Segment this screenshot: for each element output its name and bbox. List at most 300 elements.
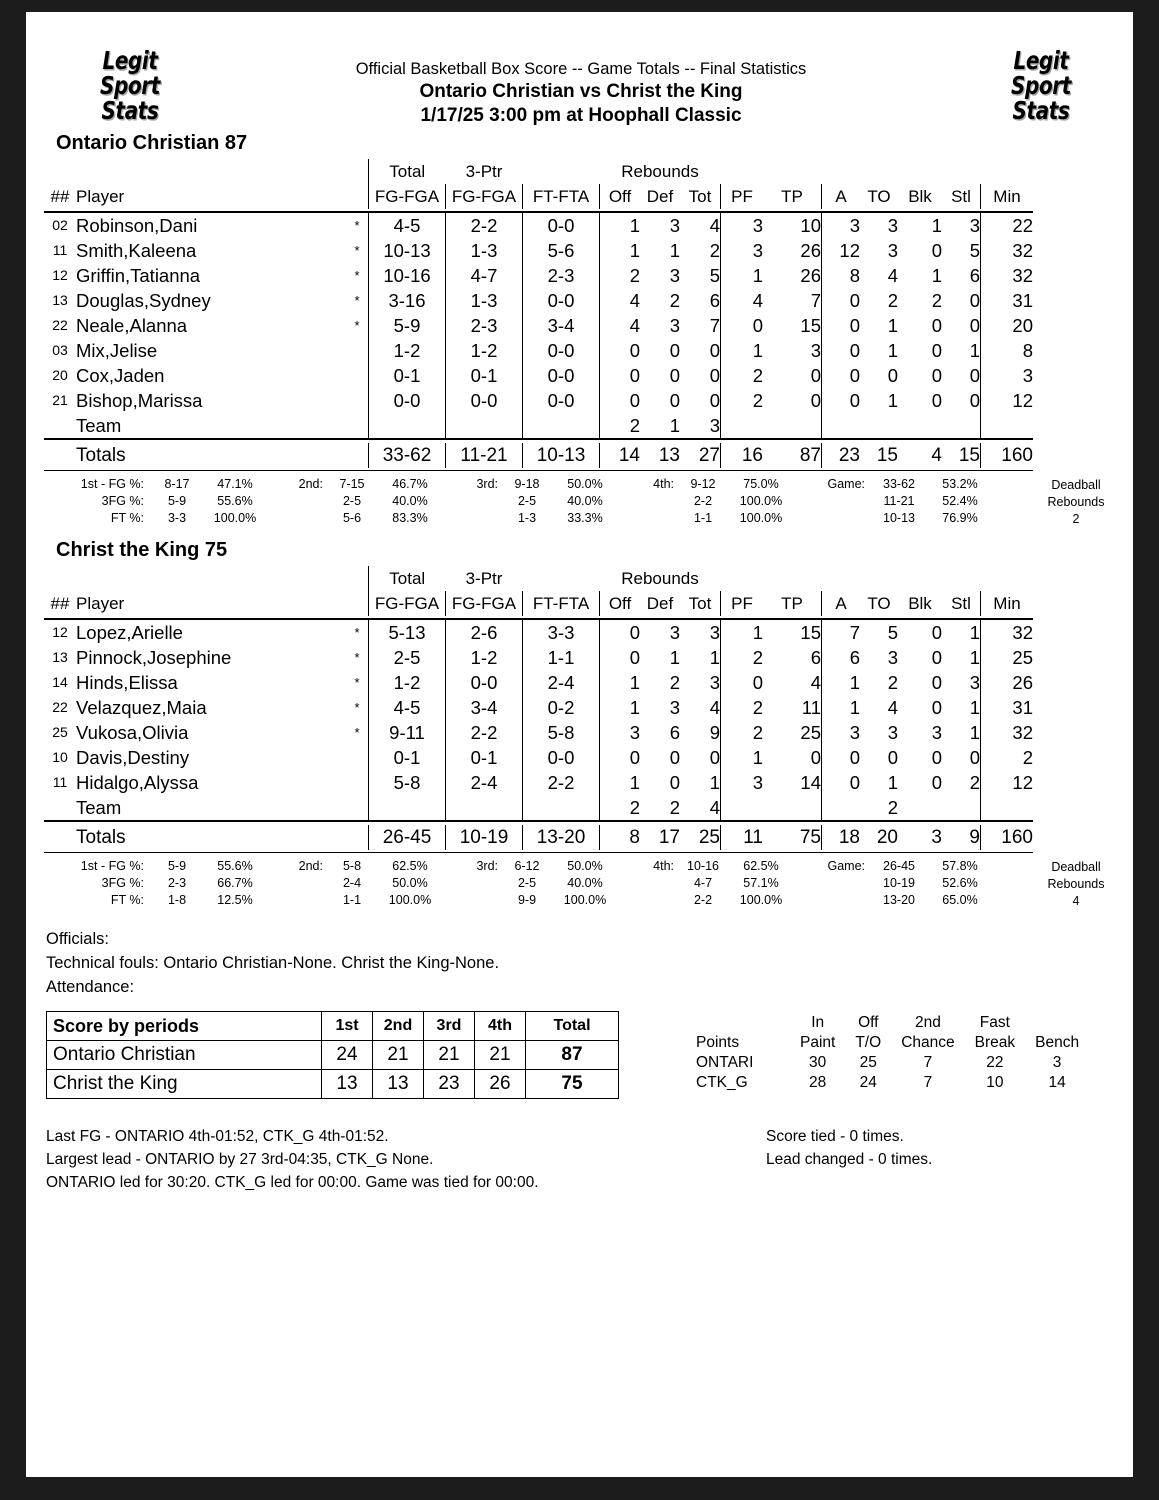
group-3ptr: 3-Ptr: [465, 162, 503, 181]
cell-blk: 0: [931, 240, 942, 261]
total-ft: 10-13: [523, 443, 600, 468]
col-blk: Blk: [908, 187, 932, 206]
cell-off: 1: [600, 670, 641, 695]
starter-marker: *: [354, 650, 360, 665]
cell-stl: 1: [969, 697, 980, 718]
pts-head-in: In: [811, 1014, 825, 1031]
cell-off: 4: [600, 313, 641, 338]
logo-line-1: Legit: [1013, 46, 1069, 75]
column-group-row: [44, 159, 1033, 184]
cell-tp: 26: [800, 240, 821, 261]
q4-fg-pct: 62.5%: [743, 859, 779, 873]
logo-line-1: Legit: [102, 46, 158, 75]
player-number: 11: [52, 774, 68, 790]
game-notes: [26, 1125, 1133, 1205]
deadball-label-2: Rebounds: [1047, 495, 1105, 509]
cell-ft: 0-0: [523, 363, 600, 388]
cell-fg: 9-11: [369, 720, 446, 745]
cell-fg: 4-5: [369, 212, 446, 238]
total-def: 17: [658, 827, 680, 848]
col-off: Off: [600, 591, 641, 616]
total-tp: 75: [799, 827, 821, 848]
q2-3fg-pct: 40.0%: [392, 494, 428, 508]
cell-tp: 0: [810, 747, 821, 768]
group-total: Total: [369, 566, 446, 591]
player-number: 12: [52, 624, 68, 640]
pts-bench: 14: [1048, 1074, 1066, 1091]
cell-tp: 25: [800, 722, 821, 743]
player-name: Lopez,Arielle: [76, 622, 183, 643]
cell-to: 1: [887, 772, 898, 793]
q3-ft-pct: 33.3%: [567, 511, 603, 525]
periods-col-4th: 4th: [475, 1012, 526, 1041]
q4-ft-pct: 100.0%: [739, 893, 783, 907]
cell-pf: 0: [721, 313, 764, 338]
q3-ft-made: 1-3: [517, 511, 537, 525]
cell-a: 3: [822, 720, 861, 745]
cell-to: 1: [887, 315, 898, 336]
player-number: 10: [52, 749, 68, 765]
deadball-value: 2: [1072, 512, 1080, 526]
player-number: 25: [52, 724, 68, 740]
starter-marker: *: [354, 293, 360, 308]
cell-tot: 3: [709, 622, 720, 643]
starter-marker: *: [354, 725, 360, 740]
game-ft-made: 13-20: [883, 893, 915, 907]
column-header-row: [44, 184, 1033, 209]
q1-ft-pct: 100.0%: [213, 511, 257, 525]
cell-off: 3: [600, 720, 641, 745]
col-fg3: FG-FGA: [446, 591, 523, 616]
page-header: [26, 12, 1133, 132]
cell-min: 31: [981, 288, 1034, 313]
pts-fast: 10: [986, 1074, 1004, 1091]
cell-fg3: 2-2: [446, 212, 523, 238]
cell-tot: 0: [709, 340, 720, 361]
pts-head-fast: Fast: [979, 1014, 1010, 1031]
total-a: 18: [822, 825, 861, 850]
cell-pf: 3: [721, 770, 764, 795]
lead-time-note: ONTARIO led for 30:20. CTK_G led for 00:00. Game was tied for 00:00.: [46, 1174, 539, 1191]
game-notes-right: [766, 1125, 932, 1171]
table-row: [44, 363, 1033, 388]
cell-pf: 1: [721, 263, 764, 288]
q2-ft-pct: 100.0%: [388, 893, 432, 907]
game-3fg-made: 10-19: [883, 876, 915, 890]
pct-label-q3: 3rd:: [476, 859, 498, 873]
pct-label-fg: 1st - FG %:: [80, 477, 144, 491]
game-fg-pct: 57.8%: [942, 859, 978, 873]
cell-fg: 10-16: [369, 263, 446, 288]
cell-tp: 0: [810, 365, 821, 386]
pct-label-3fg: 3FG %:: [101, 494, 144, 508]
total-a: 23: [822, 443, 861, 468]
col-to: TO: [867, 594, 891, 613]
game-ft-pct: 76.9%: [942, 511, 978, 525]
pct-label-q2: 2nd:: [298, 477, 323, 491]
cell-blk: 0: [931, 365, 942, 386]
cell-stl: 0: [969, 365, 980, 386]
cell-tot: 0: [709, 390, 720, 411]
cell-off: 0: [600, 645, 641, 670]
pts-fast: 22: [986, 1054, 1004, 1071]
cell-fg: 1-2: [369, 670, 446, 695]
team-heading-0: Ontario Christian 87: [56, 132, 248, 154]
cell-a: 1: [822, 695, 861, 720]
table-row: [44, 212, 1033, 238]
cell-pf: 2: [721, 720, 764, 745]
col-to: TO: [867, 187, 891, 206]
cell-off: 0: [600, 619, 641, 645]
matchup-title: Ontario Christian vs Christ the King: [419, 81, 743, 102]
q4-ft-pct: 100.0%: [739, 511, 783, 525]
cell-a: 0: [822, 338, 861, 363]
table-row: [44, 263, 1033, 288]
cell-fg: 5-13: [369, 619, 446, 645]
cell-pf: 1: [721, 619, 764, 645]
cell-fg3: 2-2: [446, 720, 523, 745]
cell-def: 0: [669, 390, 680, 411]
cell-off: 0: [600, 363, 641, 388]
total-fg: 33-62: [369, 443, 446, 468]
cell-fg: 10-13: [369, 238, 446, 263]
cell-pf: 0: [721, 670, 764, 695]
player-number: 11: [52, 242, 68, 258]
periods-col-2nd: 2nd: [373, 1012, 424, 1041]
cell-blk: 0: [931, 622, 942, 643]
q4-fg-made: 9-12: [690, 477, 716, 491]
periods-q1: 24: [322, 1041, 373, 1070]
q2-fg-made: 5-8: [342, 859, 362, 873]
periods-title: Score by periods: [47, 1012, 322, 1041]
cell-off: 1: [600, 212, 641, 238]
cell-a: 0: [822, 770, 861, 795]
q4-3fg-made: 4-7: [693, 876, 713, 890]
deadball-value: 4: [1072, 894, 1080, 908]
col-fg: FG-FGA: [369, 591, 446, 616]
col-tp: TP: [781, 594, 803, 613]
q4-fg-made: 10-16: [687, 859, 719, 873]
table-row: [44, 670, 1033, 695]
cell-blk: 0: [931, 340, 942, 361]
cell-def: 0: [669, 340, 680, 361]
cell-def: 2: [669, 672, 680, 693]
cell-off: 0: [600, 388, 641, 413]
deadball-label-1: Deadball: [1051, 478, 1101, 492]
cell-tp: 10: [800, 215, 821, 236]
cell-a: 8: [822, 263, 861, 288]
player-number: 12: [52, 267, 68, 283]
cell-pf: 3: [721, 238, 764, 263]
q3-ft-pct: 100.0%: [563, 893, 607, 907]
table-row: [44, 288, 1033, 313]
cell-stl: 3: [969, 215, 980, 236]
q3-fg-made: 6-12: [514, 859, 540, 873]
cell-tp: 15: [800, 622, 821, 643]
total-min: 160: [981, 443, 1034, 468]
cell-a: 12: [822, 238, 861, 263]
cell-off: 0: [600, 745, 641, 770]
cell-to: 5: [887, 622, 898, 643]
cell-fg: 5-8: [369, 770, 446, 795]
cell-tp: 26: [800, 265, 821, 286]
cell-team-off: 2: [600, 795, 641, 821]
starter-marker: *: [354, 218, 360, 233]
officials-block: [46, 927, 1133, 999]
q3-3fg-made: 2-5: [517, 876, 537, 890]
cell-fg3: 3-4: [446, 695, 523, 720]
cell-fg3: 1-2: [446, 645, 523, 670]
pts-paint: 28: [809, 1074, 827, 1091]
cell-min: 12: [981, 388, 1034, 413]
logo-right: [993, 48, 1089, 123]
player-name: Mix,Jelise: [76, 340, 158, 361]
cell-pf: 4: [721, 288, 764, 313]
starter-marker: [346, 770, 369, 795]
logo-line-2: Sport: [100, 71, 160, 100]
cell-def: 3: [669, 265, 680, 286]
table-row: [44, 695, 1033, 720]
cell-stl: 1: [969, 340, 980, 361]
cell-stl: 2: [969, 772, 980, 793]
cell-blk: 0: [931, 772, 942, 793]
periods-col-3rd: 3rd: [424, 1012, 475, 1041]
player-name: Vukosa,Olivia: [76, 722, 189, 743]
cell-tot: 4: [709, 215, 720, 236]
q2-ft-made: 1-1: [342, 893, 362, 907]
cell-blk: 1: [931, 265, 942, 286]
total-blk: 3: [931, 827, 942, 848]
cell-a: 0: [822, 363, 861, 388]
box-table-0: [44, 159, 1033, 471]
player-number: 21: [52, 392, 68, 408]
starter-marker: [346, 338, 369, 363]
deadball-rebounds-0: [1026, 477, 1126, 528]
periods-q1: 13: [322, 1070, 373, 1099]
total-stl: 9: [969, 827, 980, 848]
cell-def: 3: [669, 315, 680, 336]
cell-blk: 2: [931, 290, 942, 311]
cell-ft: 0-0: [523, 212, 600, 238]
q3-fg-pct: 50.0%: [567, 477, 603, 491]
cell-min: 32: [981, 720, 1034, 745]
pts-head-to: T/O: [855, 1034, 882, 1051]
cell-stl: 0: [969, 315, 980, 336]
periods-col-1st: 1st: [322, 1012, 373, 1041]
cell-tot: 0: [709, 747, 720, 768]
cell-a: 0: [822, 288, 861, 313]
cell-min: 2: [981, 745, 1034, 770]
cell-tot: 9: [709, 722, 720, 743]
cell-off: 1: [600, 770, 641, 795]
cell-off: 1: [600, 695, 641, 720]
player-number: 13: [52, 292, 68, 308]
game-notes-left: [46, 1125, 539, 1194]
totals-label: Totals: [76, 827, 126, 848]
cell-stl: 0: [969, 290, 980, 311]
pts-head-chance: Chance: [901, 1034, 955, 1051]
game-datetime: 1/17/25 3:00 pm at Hoophall Classic: [420, 105, 742, 126]
cell-tp: 3: [810, 340, 821, 361]
cell-ft: 5-6: [523, 238, 600, 263]
cell-tot: 3: [709, 672, 720, 693]
cell-team-to: 2: [887, 797, 898, 818]
periods-q4: 26: [475, 1070, 526, 1099]
cell-a: 6: [822, 645, 861, 670]
starter-marker: [346, 745, 369, 770]
cell-to: 3: [887, 240, 898, 261]
pts-team: ONTARI: [696, 1054, 754, 1071]
pct-label-ft: FT %:: [110, 511, 144, 525]
player-name: Hidalgo,Alyssa: [76, 772, 199, 793]
q3-3fg-pct: 40.0%: [567, 876, 603, 890]
points-row: [696, 1053, 1089, 1073]
group-3ptr: 3-Ptr: [465, 569, 503, 588]
starter-marker: *: [354, 268, 360, 283]
cell-ft: 2-2: [523, 770, 600, 795]
col-off: Off: [600, 184, 641, 209]
cell-fg: 0-1: [369, 745, 446, 770]
total-off: 14: [600, 443, 641, 468]
q1-3fg-pct: 55.6%: [217, 494, 253, 508]
cell-min: 25: [981, 645, 1034, 670]
pts-head-bench: Bench: [1035, 1034, 1080, 1051]
total-fg3: 11-21: [446, 443, 523, 468]
col-a: A: [822, 184, 861, 209]
pts-head-2nd: 2nd: [914, 1014, 941, 1031]
score-tied-note: Score tied - 0 times.: [766, 1128, 904, 1145]
starter-marker: [346, 388, 369, 413]
pct-label-q4: 4th:: [653, 477, 674, 491]
player-name: Cox,Jaden: [76, 365, 165, 386]
col-pf: PF: [721, 591, 764, 616]
cell-stl: 0: [969, 390, 980, 411]
cell-blk: 0: [931, 315, 942, 336]
cell-off: 2: [600, 263, 641, 288]
pct-label-q3: 3rd:: [476, 477, 498, 491]
pts-head-off: Off: [858, 1014, 879, 1031]
q4-ft-made: 1-1: [693, 511, 713, 525]
q2-ft-made: 5-6: [342, 511, 362, 525]
periods-header-row: [47, 1012, 619, 1041]
col-fg: FG-FGA: [369, 184, 446, 209]
cell-tot: 7: [709, 315, 720, 336]
periods-total: 87: [526, 1041, 619, 1070]
cell-min: 31: [981, 695, 1034, 720]
report-subtitle: Official Basketball Box Score -- Game Totals -- Final Statistics: [355, 60, 807, 78]
player-name: Bishop,Marissa: [76, 390, 203, 411]
cell-fg: 2-5: [369, 645, 446, 670]
pct-label-ft: FT %:: [110, 893, 144, 907]
box-table-1: [44, 566, 1033, 853]
title-block: [256, 58, 906, 128]
col-stl: Stl: [951, 187, 971, 206]
cell-def: 0: [669, 365, 680, 386]
col-stl: Stl: [951, 594, 971, 613]
pts-second: 7: [923, 1074, 933, 1091]
cell-to: 3: [887, 647, 898, 668]
totals-row: [44, 825, 1033, 850]
cell-tp: 15: [800, 315, 821, 336]
total-pf: 16: [721, 443, 764, 468]
pts-to: 24: [859, 1074, 877, 1091]
total-stl: 15: [958, 445, 980, 466]
periods-row: [47, 1070, 619, 1099]
cell-to: 0: [887, 747, 898, 768]
column-group-row: [44, 566, 1033, 591]
periods-team-name: Christ the King: [47, 1070, 322, 1099]
group-rebounds: Rebounds: [621, 569, 699, 588]
cell-fg3: 1-2: [446, 338, 523, 363]
cell-stl: 0: [969, 747, 980, 768]
q3-fg-made: 9-18: [514, 477, 540, 491]
q1-3fg-pct: 66.7%: [217, 876, 253, 890]
cell-ft: 5-8: [523, 720, 600, 745]
q1-fg-made: 5-9: [167, 859, 187, 873]
last-fg-note: Last FG - ONTARIO 4th-01:52, CTK_G 4th-01:52.: [46, 1128, 389, 1145]
col-min: Min: [981, 591, 1034, 616]
cell-a: 0: [822, 313, 861, 338]
game-fg-made: 26-45: [883, 859, 915, 873]
cell-tp: 4: [810, 672, 821, 693]
pts-bench: 3: [1052, 1054, 1062, 1071]
total-pf: 11: [721, 825, 764, 850]
cell-tot: 1: [709, 647, 720, 668]
logo-left: [82, 48, 178, 123]
periods-row: [47, 1041, 619, 1070]
cell-fg3: 0-0: [446, 388, 523, 413]
total-ft: 13-20: [523, 825, 600, 850]
cell-fg3: 4-7: [446, 263, 523, 288]
total-to: 15: [876, 445, 898, 466]
cell-a: 3: [822, 212, 861, 238]
cell-blk: 0: [931, 672, 942, 693]
largest-lead-note: Largest lead - ONTARIO by 27 3rd-04:35, CTK_G None.: [46, 1151, 434, 1168]
logo-line-2: Sport: [1011, 71, 1071, 100]
q1-fg-pct: 47.1%: [217, 477, 253, 491]
player-name: Smith,Kaleena: [76, 240, 197, 261]
cell-a: 1: [822, 670, 861, 695]
cell-stl: 3: [969, 672, 980, 693]
total-to: 20: [876, 827, 898, 848]
q2-3fg-made: 2-4: [342, 876, 362, 890]
player-number: 02: [52, 217, 68, 233]
cell-blk: 3: [931, 722, 942, 743]
cell-fg: 5-9: [369, 313, 446, 338]
totals-row: [44, 443, 1033, 468]
cell-to: 4: [887, 265, 898, 286]
officials-line: Officials:: [46, 930, 109, 948]
cell-blk: 0: [931, 390, 942, 411]
total-blk: 4: [931, 445, 942, 466]
pct-label-game: Game:: [827, 859, 865, 873]
col-fg3: FG-FGA: [446, 184, 523, 209]
cell-off: 1: [600, 238, 641, 263]
game-fg-pct: 53.2%: [942, 477, 978, 491]
total-tot: 25: [698, 827, 720, 848]
cell-to: 1: [887, 390, 898, 411]
player-name: Davis,Destiny: [76, 747, 190, 768]
cell-min: 3: [981, 363, 1034, 388]
deadball-label-2: Rebounds: [1047, 877, 1105, 891]
cell-fg3: 0-1: [446, 363, 523, 388]
pct-label-q2: 2nd:: [298, 859, 323, 873]
total-fg3: 10-19: [446, 825, 523, 850]
q1-3fg-made: 2-3: [167, 876, 187, 890]
cell-pf: 2: [721, 645, 764, 670]
col-number: ##: [50, 594, 70, 613]
starter-marker: *: [354, 318, 360, 333]
